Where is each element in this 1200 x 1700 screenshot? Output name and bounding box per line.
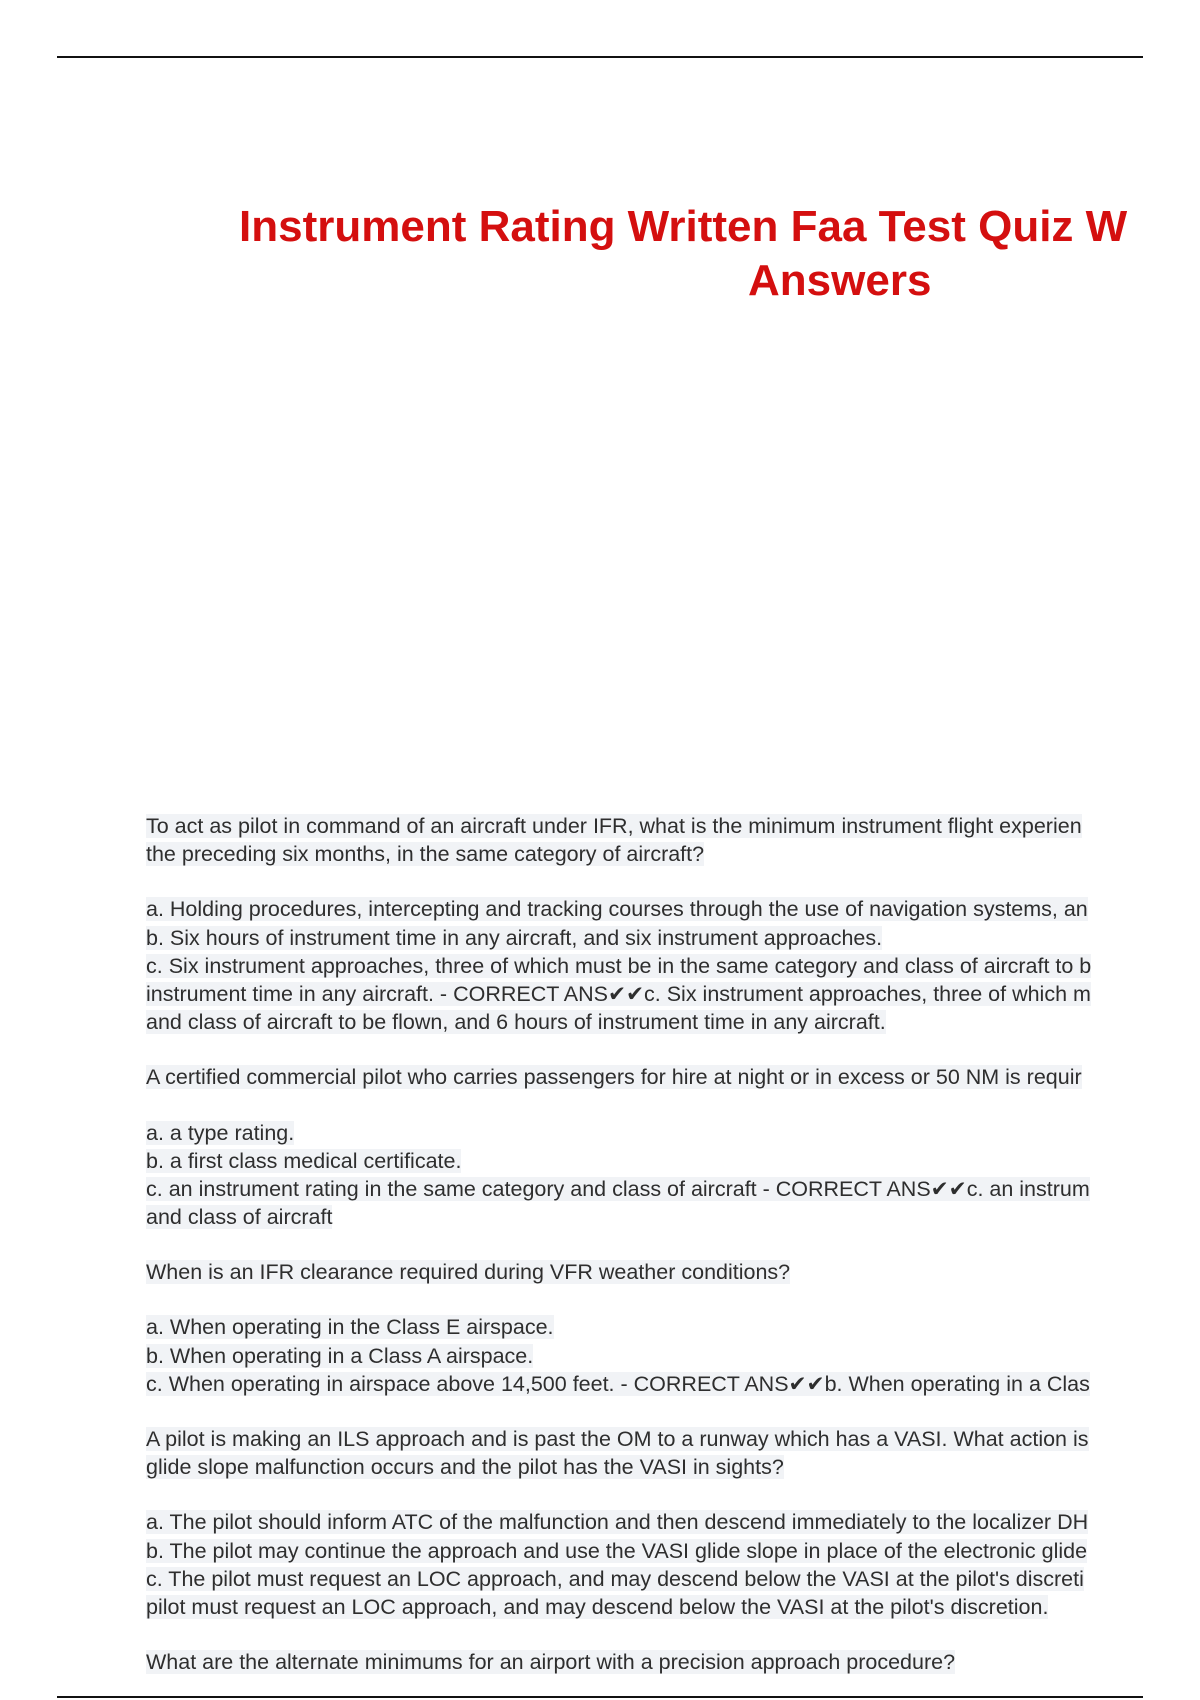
text-line: pilot must request an LOC approach, and may descend below the VASI at the pilot's discretion. [146, 1594, 1049, 1619]
question-block [146, 1063, 1200, 1091]
text-line: When is an IFR clearance required during VFR weather conditions? [146, 1260, 791, 1285]
answer-options [146, 1119, 1200, 1232]
answer-options [146, 1313, 1200, 1398]
text-line: b. a first class medical certificate. [146, 1148, 462, 1173]
top-rule [57, 56, 1143, 58]
question-list [146, 812, 1200, 1676]
text-line: b. The pilot may continue the approach and use the VASI glide slope in place of the electronic glide [146, 1538, 1088, 1563]
title-line-2: Answers [748, 256, 932, 305]
question-block [146, 1425, 1200, 1481]
text-line: and class of aircraft to be flown, and 6 hours of instrument time in any aircraft. [146, 1010, 886, 1035]
answer-options [146, 1508, 1200, 1621]
text-line: c. Six instrument approaches, three of which must be in the same category and class of aircraft to b [146, 953, 1092, 978]
text-line: A certified commercial pilot who carries passengers for hire at night or in excess or 50 NM is requir [146, 1065, 1082, 1090]
text-line: glide slope malfunction occurs and the pilot has the VASI in sights? [146, 1455, 784, 1480]
text-line: and class of aircraft [146, 1205, 333, 1230]
text-line: To act as pilot in command of an aircraft under IFR, what is the minimum instrument flight experien [146, 814, 1082, 838]
question-block [146, 1648, 1200, 1676]
text-line: c. When operating in airspace above 14,500 feet. - CORRECT ANS✔✔b. When operating in a Clas [146, 1371, 1090, 1396]
bottom-rule [57, 1696, 1143, 1698]
text-line: a. The pilot should inform ATC of the malfunction and then descend immediately to the localizer DH [146, 1510, 1089, 1535]
text-line: instrument time in any aircraft. - CORRECT ANS✔✔c. Six instrument approaches, three of which m [146, 981, 1091, 1006]
text-line: a. a type rating. [146, 1120, 295, 1145]
answer-options [146, 895, 1200, 1036]
text-line: b. When operating in a Class A airspace. [146, 1343, 534, 1368]
text-line: A pilot is making an ILS approach and is past the OM to a runway which has a VASI. What action is [146, 1427, 1089, 1451]
question-block [146, 812, 1200, 868]
text-line: a. When operating in the Class E airspace. [146, 1315, 554, 1340]
text-line: What are the alternate minimums for an airport with a precision approach procedure? [146, 1650, 956, 1675]
text-line: b. Six hours of instrument time in any aircraft, and six instrument approaches. [146, 925, 883, 950]
document-title [0, 200, 1200, 308]
text-line: the preceding six months, in the same category of aircraft? [146, 842, 705, 867]
question-block [146, 1258, 1200, 1286]
text-line: a. Holding procedures, intercepting and tracking courses through the use of navigation systems, an [146, 897, 1088, 922]
text-line: c. The pilot must request an LOC approach, and may descend below the VASI at the pilot's discreti [146, 1566, 1084, 1591]
title-line-1: Instrument Rating Written Faa Test Quiz W [239, 202, 1128, 251]
text-line: c. an instrument rating in the same category and class of aircraft - CORRECT ANS✔✔c. an instrum [146, 1176, 1090, 1201]
